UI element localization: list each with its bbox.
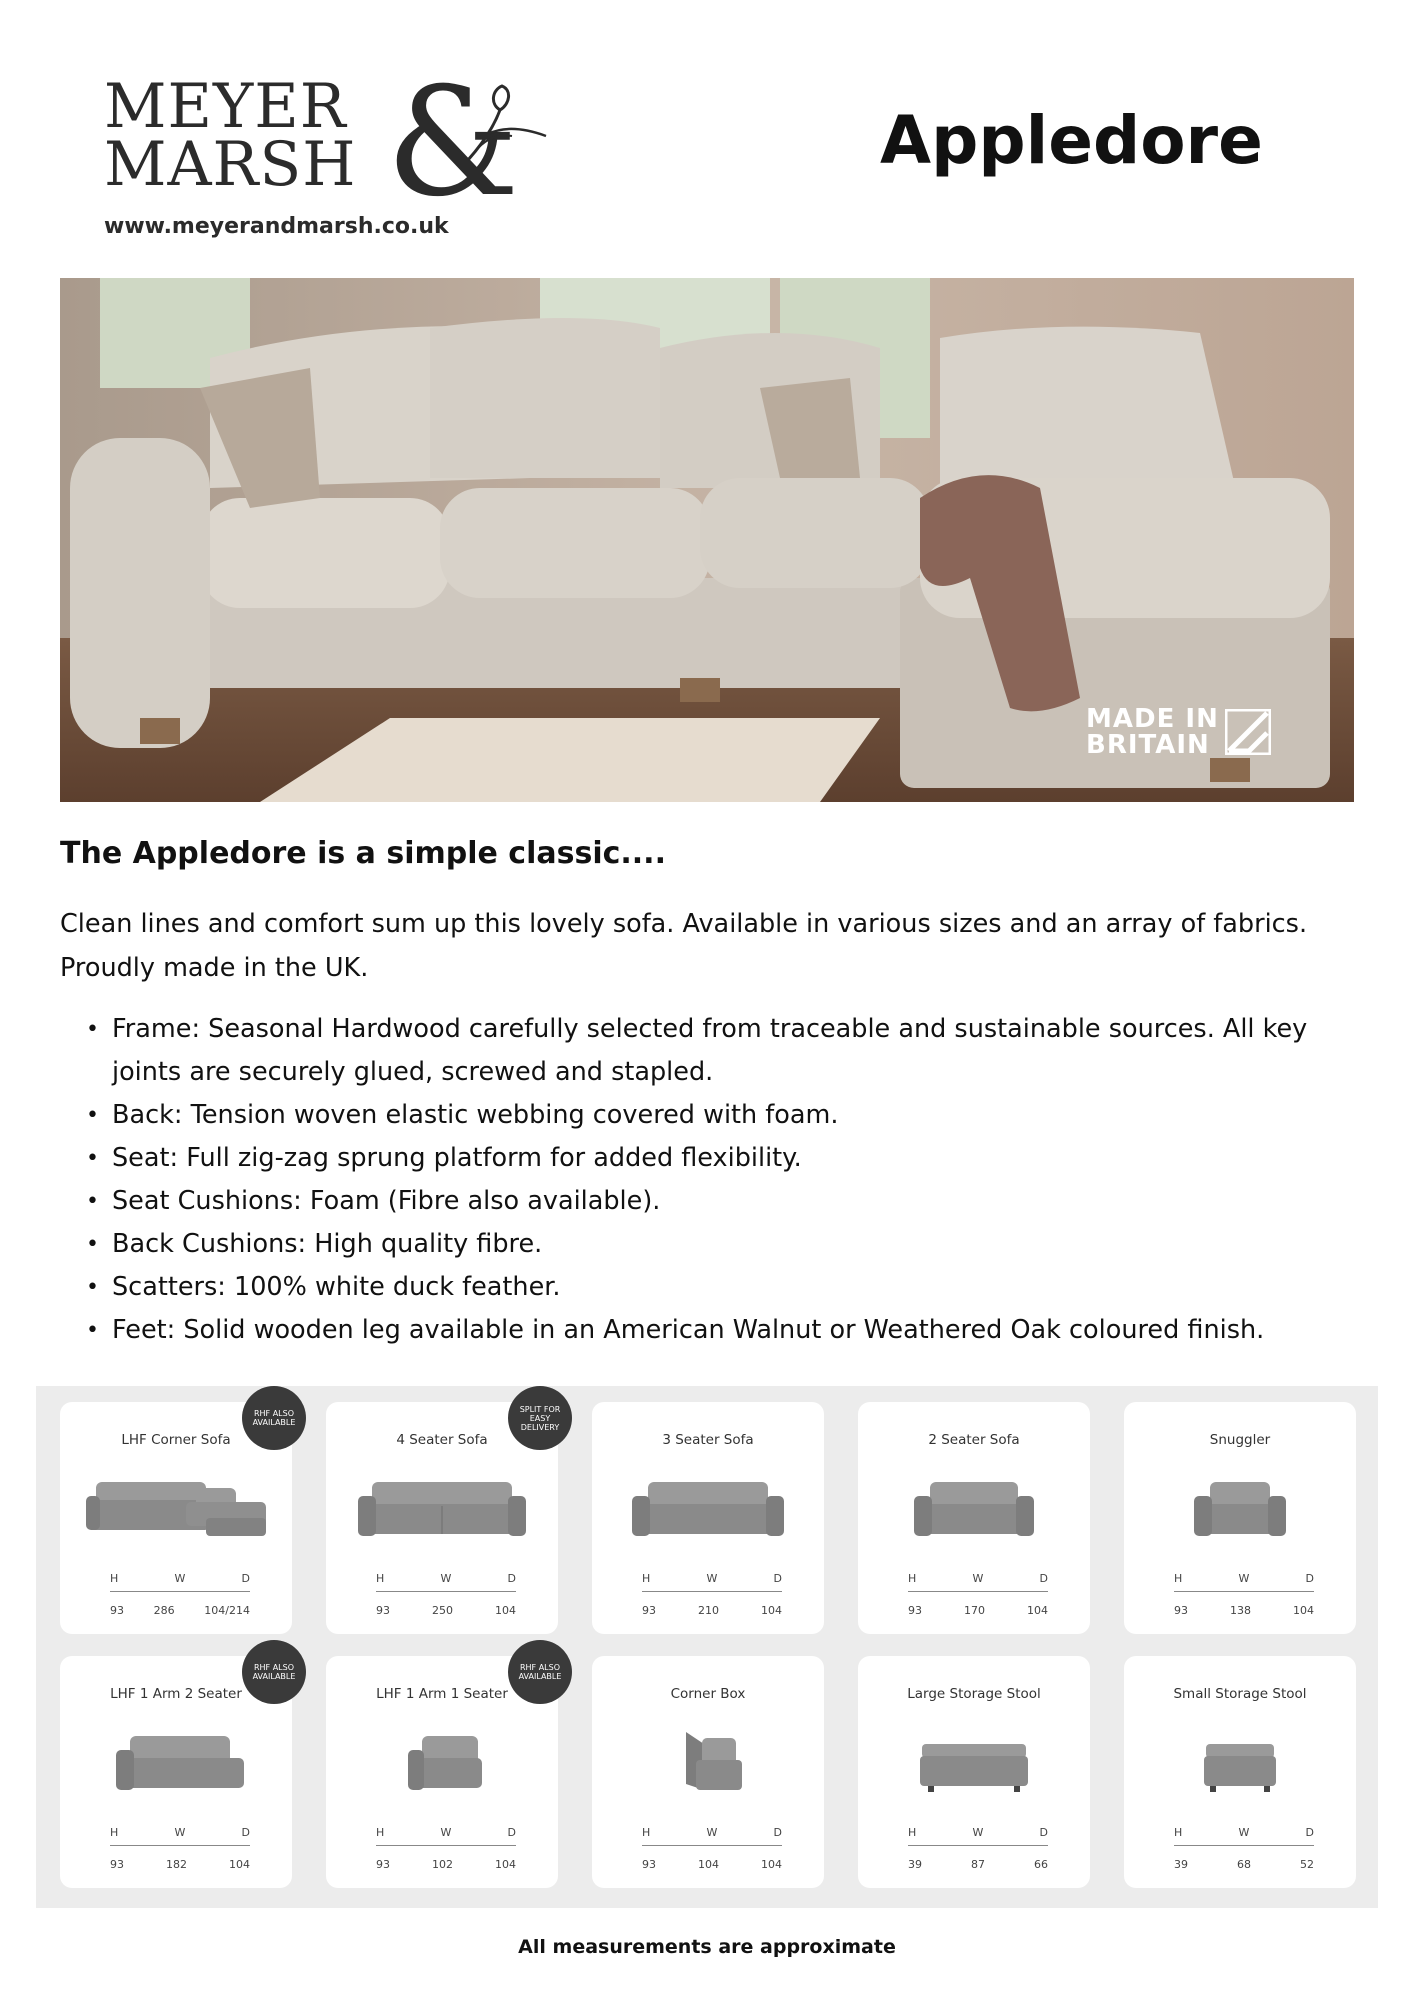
feature-item: • Seat Cushions: Foam (Fibre also available). xyxy=(112,1180,1362,1223)
rhf-available-badge xyxy=(508,1640,572,1704)
section-subhead: The Appledore is a simple classic.... xyxy=(60,836,666,871)
depth-label: D xyxy=(773,1572,782,1585)
product-name: LHF 1 Arm 2 Seater xyxy=(110,1686,242,1702)
badge-text: AVAILABLE xyxy=(252,1672,296,1681)
height-label: H xyxy=(110,1826,119,1839)
dimensions-table xyxy=(908,1572,1048,1617)
badge-text: DELIVERY xyxy=(520,1422,560,1432)
width-value: 250 xyxy=(432,1604,453,1617)
feature-item: • Seat: Full zig-zag sprung platform for added flexibility. xyxy=(112,1137,1362,1180)
width-label: W xyxy=(706,1572,718,1585)
badge-text: RHF ALSO xyxy=(519,1663,561,1672)
corner-box-image xyxy=(608,1714,808,1804)
width-value: 102 xyxy=(432,1858,453,1871)
one-arm-one-seater-image xyxy=(342,1714,542,1804)
product-name: Snuggler xyxy=(1209,1432,1271,1448)
dimensions-table xyxy=(110,1826,250,1871)
height-value: 93 xyxy=(642,1604,656,1617)
feature-item: • Feet: Solid wooden leg available in an American Walnut or Weathered Oak coloured finish. xyxy=(112,1309,1362,1352)
height-label: H xyxy=(642,1572,651,1585)
depth-value: 104 xyxy=(229,1858,250,1871)
depth-value: 104 xyxy=(761,1604,782,1617)
badge-text: EASY xyxy=(529,1413,551,1423)
width-label: W xyxy=(1238,1572,1250,1585)
depth-label: D xyxy=(1305,1826,1314,1839)
depth-value: 104 xyxy=(495,1604,516,1617)
four-seater-sofa-image xyxy=(342,1460,542,1550)
height-label: H xyxy=(908,1826,917,1839)
feature-list xyxy=(112,1008,1362,1352)
product-name: LHF 1 Arm 1 Seater xyxy=(376,1686,508,1702)
depth-value: 52 xyxy=(1300,1858,1314,1871)
width-value: 138 xyxy=(1230,1604,1251,1617)
product-card xyxy=(592,1656,824,1888)
width-label: W xyxy=(174,1572,186,1585)
depth-label: D xyxy=(241,1572,250,1585)
two-seater-sofa-image xyxy=(874,1460,1074,1550)
product-card xyxy=(858,1656,1090,1888)
depth-label: D xyxy=(1039,1826,1048,1839)
depth-value: 104/214 xyxy=(204,1604,250,1617)
badge-text: RHF ALSO xyxy=(253,1663,295,1672)
width-value: 210 xyxy=(698,1604,719,1617)
height-value: 39 xyxy=(1174,1858,1188,1871)
measurements-footnote: All measurements are approximate xyxy=(518,1936,896,1958)
union-flag-icon xyxy=(1225,709,1271,755)
badge-text: SPLIT FOR xyxy=(519,1404,561,1414)
badge-line-1: MADE IN xyxy=(1086,704,1219,734)
product-title: Appledore xyxy=(880,102,1263,179)
depth-label: D xyxy=(1305,1572,1314,1585)
depth-label: D xyxy=(507,1826,516,1839)
small-storage-stool-image xyxy=(1140,1714,1340,1804)
dimensions-table xyxy=(642,1572,782,1617)
height-label: H xyxy=(908,1572,917,1585)
split-delivery-badge xyxy=(508,1386,572,1450)
dimensions-table xyxy=(1174,1826,1314,1871)
width-label: W xyxy=(1238,1826,1250,1839)
logo-word-marsh: MARSH xyxy=(104,129,357,200)
depth-value: 66 xyxy=(1034,1858,1048,1871)
product-name: 4 Seater Sofa xyxy=(396,1432,488,1448)
depth-value: 104 xyxy=(495,1858,516,1871)
made-in-britain-badge xyxy=(1086,706,1271,758)
product-name: Small Storage Stool xyxy=(1173,1686,1307,1702)
product-card xyxy=(592,1402,824,1634)
tulip-icon xyxy=(454,76,554,186)
hero-image xyxy=(60,278,1354,802)
product-name: 3 Seater Sofa xyxy=(662,1432,754,1448)
product-range-panel xyxy=(36,1386,1378,1908)
dimensions-table xyxy=(642,1826,782,1871)
dimensions-table xyxy=(1174,1572,1314,1617)
height-value: 93 xyxy=(908,1604,922,1617)
depth-value: 104 xyxy=(1293,1604,1314,1617)
dimensions-table xyxy=(376,1572,516,1617)
product-card xyxy=(1124,1402,1356,1634)
dimensions-table xyxy=(110,1572,250,1617)
logo-word-meyer: MEYER xyxy=(104,71,347,142)
product-name: 2 Seater Sofa xyxy=(928,1432,1020,1448)
product-card xyxy=(858,1402,1090,1634)
depth-value: 104 xyxy=(1027,1604,1048,1617)
badge-text: RHF ALSO xyxy=(253,1409,295,1418)
product-name: LHF Corner Sofa xyxy=(121,1432,231,1448)
width-label: W xyxy=(972,1572,984,1585)
height-label: H xyxy=(642,1826,651,1839)
rhf-available-badge xyxy=(242,1640,306,1704)
badge-line-2: BRITAIN xyxy=(1086,730,1210,760)
height-value: 93 xyxy=(376,1604,390,1617)
width-value: 286 xyxy=(153,1604,175,1617)
height-value: 93 xyxy=(1174,1604,1188,1617)
three-seater-sofa-image xyxy=(608,1460,808,1550)
height-value: 93 xyxy=(110,1604,124,1617)
height-label: H xyxy=(376,1826,385,1839)
dimensions-table xyxy=(376,1826,516,1871)
width-value: 68 xyxy=(1237,1858,1251,1871)
height-label: H xyxy=(1174,1572,1183,1585)
height-value: 93 xyxy=(376,1858,390,1871)
height-value: 93 xyxy=(642,1858,656,1871)
depth-label: D xyxy=(507,1572,516,1585)
width-value: 87 xyxy=(971,1858,985,1871)
corner-sofa-image xyxy=(76,1460,276,1550)
width-value: 170 xyxy=(964,1604,985,1617)
width-label: W xyxy=(972,1826,984,1839)
snuggler-image xyxy=(1140,1460,1340,1550)
feature-item: • Back: Tension woven elastic webbing covered with foam. xyxy=(112,1094,1362,1137)
depth-label: D xyxy=(241,1826,250,1839)
width-value: 104 xyxy=(698,1858,719,1871)
width-value: 182 xyxy=(166,1858,187,1871)
one-arm-two-seater-image xyxy=(76,1714,276,1804)
product-card xyxy=(1124,1656,1356,1888)
height-value: 93 xyxy=(110,1858,124,1871)
website-url[interactable]: www.meyerandmarsh.co.uk xyxy=(104,214,449,239)
logo-ampersand: & xyxy=(386,56,520,230)
width-label: W xyxy=(174,1826,186,1839)
product-name: Corner Box xyxy=(670,1686,746,1702)
width-label: W xyxy=(440,1826,452,1839)
large-storage-stool-image xyxy=(874,1714,1074,1804)
product-name: Large Storage Stool xyxy=(907,1686,1041,1702)
width-label: W xyxy=(440,1572,452,1585)
height-label: H xyxy=(110,1572,119,1585)
feature-item: • Back Cushions: High quality fibre. xyxy=(112,1223,1362,1266)
feature-item: • Scatters: 100% white duck feather. xyxy=(112,1266,1362,1309)
height-value: 39 xyxy=(908,1858,922,1871)
feature-item: • Frame: Seasonal Hardwood carefully selected from traceable and sustainable sources. All key joints are securely glued, screwed and stapled. xyxy=(112,1008,1362,1094)
badge-text: AVAILABLE xyxy=(518,1672,562,1681)
depth-label: D xyxy=(773,1826,782,1839)
rhf-available-badge xyxy=(242,1386,306,1450)
depth-label: D xyxy=(1039,1572,1048,1585)
intro-paragraph: Clean lines and comfort sum up this lovely sofa. Available in various sizes and an array of fabrics. Proudly made in the UK. xyxy=(60,909,1308,983)
dimensions-table xyxy=(908,1826,1048,1871)
badge-text: AVAILABLE xyxy=(252,1418,296,1427)
height-label: H xyxy=(1174,1826,1183,1839)
width-label: W xyxy=(706,1826,718,1839)
height-label: H xyxy=(376,1572,385,1585)
depth-value: 104 xyxy=(761,1858,782,1871)
